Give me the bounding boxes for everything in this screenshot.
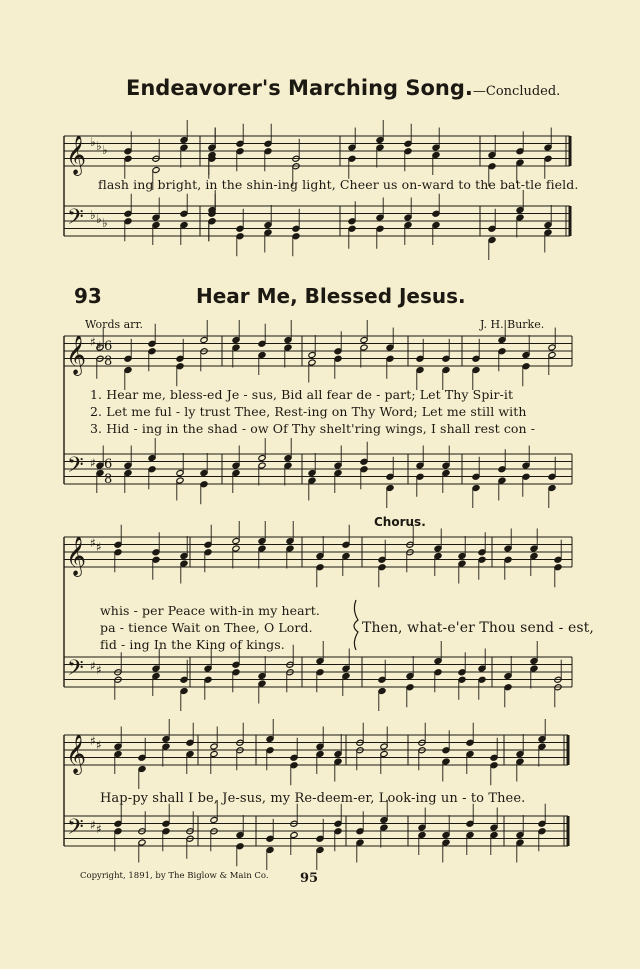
words-credit: Words arr.	[85, 318, 143, 331]
key-signature: ♯	[96, 540, 102, 554]
verse-1-line: 1. Hear me, bless-ed Je - sus, Bid all fear de - part; Let Thy Spir-it	[90, 387, 514, 402]
key-signature: ♯	[90, 659, 96, 673]
key-signature: ♯	[96, 663, 102, 677]
key-signature: ♭	[102, 216, 108, 230]
song1-lyric: flash ing bright, in the shin-ing light, Cheer us on-ward to the bat-tle field.	[98, 177, 579, 192]
treble-clef: 𝄞	[66, 135, 87, 175]
chorus-label: Chorus.	[374, 515, 426, 529]
verse-2-line: 2. Let me ful - ly trust Thee, Rest-ing on Thy Word; Let me still with	[90, 404, 527, 419]
bass-clef: 𝄢	[67, 815, 84, 845]
key-signature: ♯	[96, 339, 102, 353]
treble-staff	[64, 537, 572, 567]
key-signature: ♯	[90, 456, 96, 470]
treble-clef: 𝄞	[66, 536, 87, 576]
key-signature: ♭	[90, 208, 96, 222]
key-signature: ♯	[96, 460, 102, 474]
time-signature: 6	[104, 339, 113, 354]
bass-clef: 𝄢	[67, 205, 84, 235]
time-signature: 6	[104, 457, 113, 472]
song1-concluded: —Concluded.	[472, 84, 561, 99]
page-number: 95	[300, 871, 319, 886]
time-signature: 8	[104, 472, 113, 487]
treble-staff	[64, 136, 570, 166]
song1-title: Endeavorer's Marching Song.—Concluded.	[126, 76, 561, 100]
bass-staff	[64, 454, 572, 484]
verse-3-line: 3. Hid - ing in the shad - ow Of Thy shelt'ring wings, I shall rest con -	[90, 421, 536, 436]
key-signature: ♯	[90, 536, 96, 550]
bass-clef: 𝄢	[67, 656, 84, 686]
key-signature: ♭	[90, 135, 96, 149]
bass-clef: 𝄢	[67, 453, 84, 483]
copyright-notice: Copyright, 1891, by The Biglow & Main Co.	[80, 871, 269, 881]
key-signature: ♯	[90, 818, 96, 832]
verse-2-end: pa - tience Wait on Thee, O Lord.	[100, 620, 313, 635]
key-signature: ♭	[102, 143, 108, 157]
hymn-number: 93	[74, 284, 102, 308]
key-signature: ♭	[96, 212, 102, 226]
composer-credit: J. H. Burke.	[480, 318, 545, 331]
key-signature: ♯	[90, 734, 96, 748]
verse-3-end: fid - ing In the King of kings.	[100, 637, 285, 652]
chorus-lyric: Hap-py shall I be, Je-sus, my Re-deem-er, Look-ing un - to Thee.	[100, 791, 526, 806]
chorus-line: Then, what-e'er Thou send - est,	[362, 620, 594, 636]
hymn-title: Hear Me, Blessed Jesus.	[196, 284, 466, 308]
time-signature: 8	[104, 354, 113, 369]
verse-1-end: whis - per Peace with-in my heart.	[100, 603, 320, 618]
key-signature: ♯	[96, 822, 102, 836]
lyric-brace	[354, 600, 358, 650]
treble-clef: 𝄞	[66, 734, 87, 774]
bass-staff	[64, 206, 570, 236]
treble-staff	[64, 336, 572, 366]
key-signature: ♯	[90, 335, 96, 349]
key-signature: ♭	[96, 139, 102, 153]
key-signature: ♯	[96, 738, 102, 752]
treble-clef: 𝄞	[66, 335, 87, 375]
